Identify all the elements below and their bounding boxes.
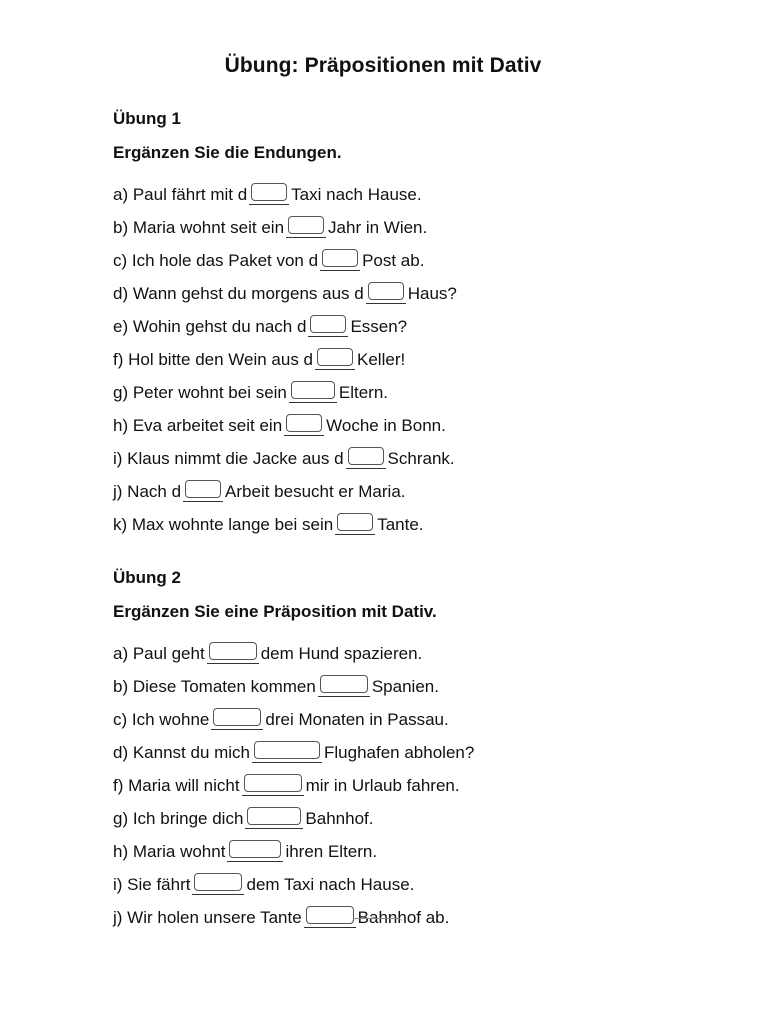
exercise-2-instruction: Ergänzen Sie eine Präposition mit Dativ. <box>113 602 437 621</box>
exercise-1-item-a <box>113 174 457 207</box>
sentence-end: ihren Eltern. <box>285 842 378 861</box>
exercise-1-item-f <box>113 339 457 372</box>
answer-blank[interactable] <box>192 873 244 897</box>
sentence-end: Spanien. <box>371 677 439 696</box>
exercise-1-item-c <box>113 240 457 273</box>
sentence-start: f) Maria will nicht <box>113 776 240 795</box>
sentence-start: b) Diese Tomaten kommen <box>113 677 316 696</box>
sentence-start: f) Hol bitte den Wein aus d <box>113 350 314 369</box>
sentence-start: a) Paul fährt mit d <box>113 185 248 204</box>
sentence-end: Flughafen abholen? <box>324 743 475 762</box>
answer-blank[interactable] <box>207 642 259 666</box>
sentence-start: g) Ich bringe dich <box>113 809 244 828</box>
exercise-1-item-b <box>113 207 457 240</box>
exercise-2-section <box>113 566 474 930</box>
sentence-end: Essen? <box>350 317 408 336</box>
sentence-end: Tante. <box>377 515 424 534</box>
sentence-end: dem Taxi nach Hause. <box>246 875 415 894</box>
sentence-start: g) Peter wohnt bei sein <box>113 383 287 402</box>
exercise-1-item-e <box>113 306 457 339</box>
sentence-end: Jahr in Wien. <box>328 218 428 237</box>
exercise-1-list <box>113 174 457 537</box>
sentence-start: h) Eva arbeitet seit ein <box>113 416 283 435</box>
sentence-start: i) Klaus nimmt die Jacke aus d <box>113 449 344 468</box>
sentence-end: Post ab. <box>362 251 425 270</box>
answer-blank[interactable] <box>286 216 326 240</box>
answer-blank[interactable] <box>315 348 355 372</box>
exercise-2-item-a <box>113 633 474 666</box>
answer-blank[interactable] <box>304 906 356 930</box>
exercise-1-instruction: Ergänzen Sie die Endungen. <box>113 143 342 162</box>
sentence-start: k) Max wohnte lange bei sein <box>113 515 334 534</box>
answer-blank[interactable] <box>183 480 223 504</box>
page-title: Übung: Präpositionen mit Dativ <box>224 54 542 77</box>
answer-blank[interactable] <box>308 315 348 339</box>
cropped-blank-mark <box>352 918 402 925</box>
sentence-end: Haus? <box>407 284 457 303</box>
exercise-2-item-c <box>113 699 474 732</box>
exercise-1-heading: Übung 1 <box>113 109 181 128</box>
sentence-start: a) Paul geht <box>113 644 205 663</box>
exercise-2-item-f <box>113 765 474 798</box>
answer-blank[interactable] <box>346 447 386 471</box>
exercise-1-item-k <box>113 504 457 537</box>
answer-blank[interactable] <box>245 807 303 831</box>
answer-blank[interactable] <box>366 282 406 306</box>
sentence-end: Keller! <box>357 350 406 369</box>
sentence-start: d) Wann gehst du morgens aus d <box>113 284 364 303</box>
sentence-end: Bahnhof ab. <box>357 908 450 927</box>
sentence-end: Eltern. <box>338 383 389 402</box>
sentence-start: d) Kannst du mich <box>113 743 251 762</box>
sentence-end: drei Monaten in Passau. <box>265 710 449 729</box>
answer-blank[interactable] <box>289 381 337 405</box>
sentence-start: j) Wir holen unsere Tante <box>113 908 302 927</box>
sentence-start: j) Nach d <box>113 482 182 501</box>
answer-blank[interactable] <box>318 675 370 699</box>
exercise-1-item-d <box>113 273 457 306</box>
sentence-start: e) Wohin gehst du nach d <box>113 317 307 336</box>
exercise-1-item-j <box>113 471 457 504</box>
sentence-start: i) Sie fährt <box>113 875 191 894</box>
sentence-end: dem Hund spazieren. <box>260 644 423 663</box>
answer-blank[interactable] <box>211 708 263 732</box>
exercise-2-item-g <box>113 798 474 831</box>
exercise-2-item-d <box>113 732 474 765</box>
exercise-2-item-j <box>113 897 474 930</box>
exercise-2-item-i <box>113 864 474 897</box>
sentence-end: Bahnhof. <box>305 809 374 828</box>
sentence-end: Arbeit besucht er Maria. <box>225 482 406 501</box>
sentence-start: h) Maria wohnt <box>113 842 226 861</box>
answer-blank[interactable] <box>335 513 375 537</box>
exercise-1-item-h <box>113 405 457 438</box>
sentence-end: mir in Urlaub fahren. <box>305 776 460 795</box>
answer-blank[interactable] <box>242 774 304 798</box>
answer-blank[interactable] <box>227 840 283 864</box>
exercise-1-item-i <box>113 438 457 471</box>
answer-blank[interactable] <box>249 183 289 207</box>
sentence-start: c) Ich wohne <box>113 710 210 729</box>
exercise-1-section <box>113 107 457 537</box>
sentence-end: Schrank. <box>387 449 455 468</box>
sentence-end: Taxi nach Hause. <box>291 185 422 204</box>
answer-blank[interactable] <box>284 414 324 438</box>
exercise-2-item-b <box>113 666 474 699</box>
sentence-start: c) Ich hole das Paket von d <box>113 251 319 270</box>
answer-blank[interactable] <box>320 249 360 273</box>
exercise-1-item-g <box>113 372 457 405</box>
sentence-end: Woche in Bonn. <box>326 416 446 435</box>
exercise-2-list <box>113 633 474 930</box>
exercise-2-heading: Übung 2 <box>113 568 181 587</box>
sentence-start: b) Maria wohnt seit ein <box>113 218 285 237</box>
answer-blank[interactable] <box>252 741 322 765</box>
exercise-2-item-h <box>113 831 474 864</box>
